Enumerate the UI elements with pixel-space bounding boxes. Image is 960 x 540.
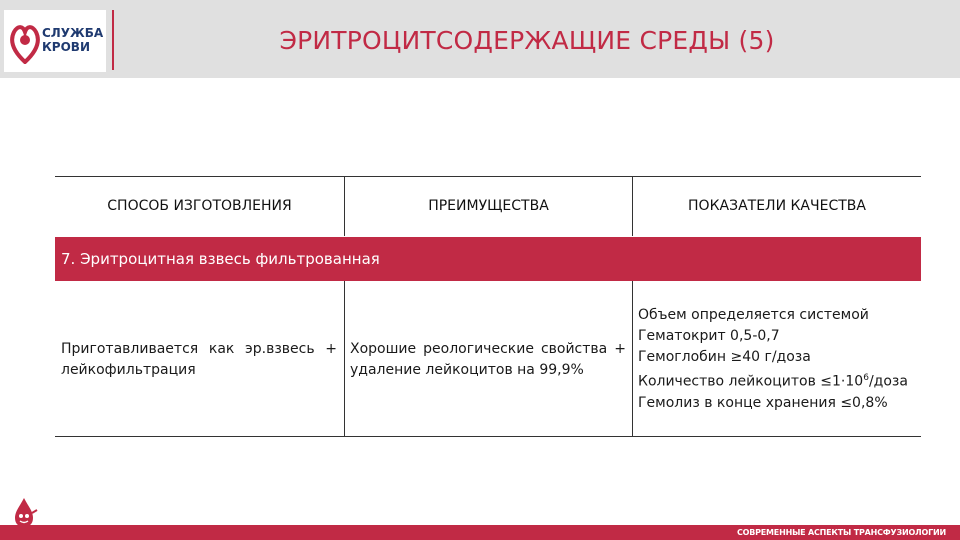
section-label: 7. Эритроцитная взвесь фильтрованная — [61, 250, 380, 268]
column-divider — [632, 281, 633, 437]
cell-method — [61, 282, 337, 437]
quality-item-unit: /доза — [868, 373, 908, 390]
cell-advantages-text: Хорошие реологические свойства + удаление лейкоцитов на 99,9% — [350, 340, 626, 378]
slide-title: ЭРИТРОЦИТСОДЕРЖАЩИЕ СРЕДЫ (5) — [279, 25, 775, 55]
logo-text — [42, 26, 103, 54]
section-band — [55, 237, 921, 281]
header-bar — [0, 0, 960, 78]
quality-item: Гемоглобин ≥40 г/доза — [638, 349, 811, 366]
logo-text-line1: СЛУЖБА — [42, 26, 104, 40]
column-divider — [344, 281, 345, 437]
logo — [4, 10, 106, 72]
column-header-advantages: ПРЕИМУЩЕСТВА — [428, 198, 549, 214]
components-table — [55, 176, 921, 437]
quality-item — [638, 368, 908, 393]
footer-text: СОВРЕМЕННЫЕ АСПЕКТЫ ТРАНСФУЗИОЛОГИИ — [736, 528, 946, 537]
cell-method-text: Приготавливается как эр.взвесь + лейкофильтрация — [61, 340, 337, 378]
column-header-method: СПОСОБ ИЗГОТОВЛЕНИЯ — [107, 198, 292, 214]
logo-text-line2: КРОВИ — [42, 40, 90, 54]
heart-logo-icon — [10, 16, 40, 64]
quality-item-exponent: 6 — [863, 373, 869, 384]
cell-quality — [638, 282, 918, 437]
quality-list — [638, 305, 908, 414]
blood-drop-mascot-icon — [10, 496, 40, 528]
footer-bar — [0, 525, 960, 540]
quality-item: Гематокрит 0,5-0,7 — [638, 328, 780, 345]
quality-item: Объем определяется системой — [638, 307, 869, 324]
quality-item-leukocytes: Количество лейкоцитов ≤1·10 — [638, 373, 864, 390]
cell-advantages — [350, 282, 626, 437]
column-header-quality: ПОКАЗАТЕЛИ КАЧЕСТВА — [688, 198, 866, 214]
quality-item: Гемолиз в конце хранения ≤0,8% — [638, 394, 888, 411]
